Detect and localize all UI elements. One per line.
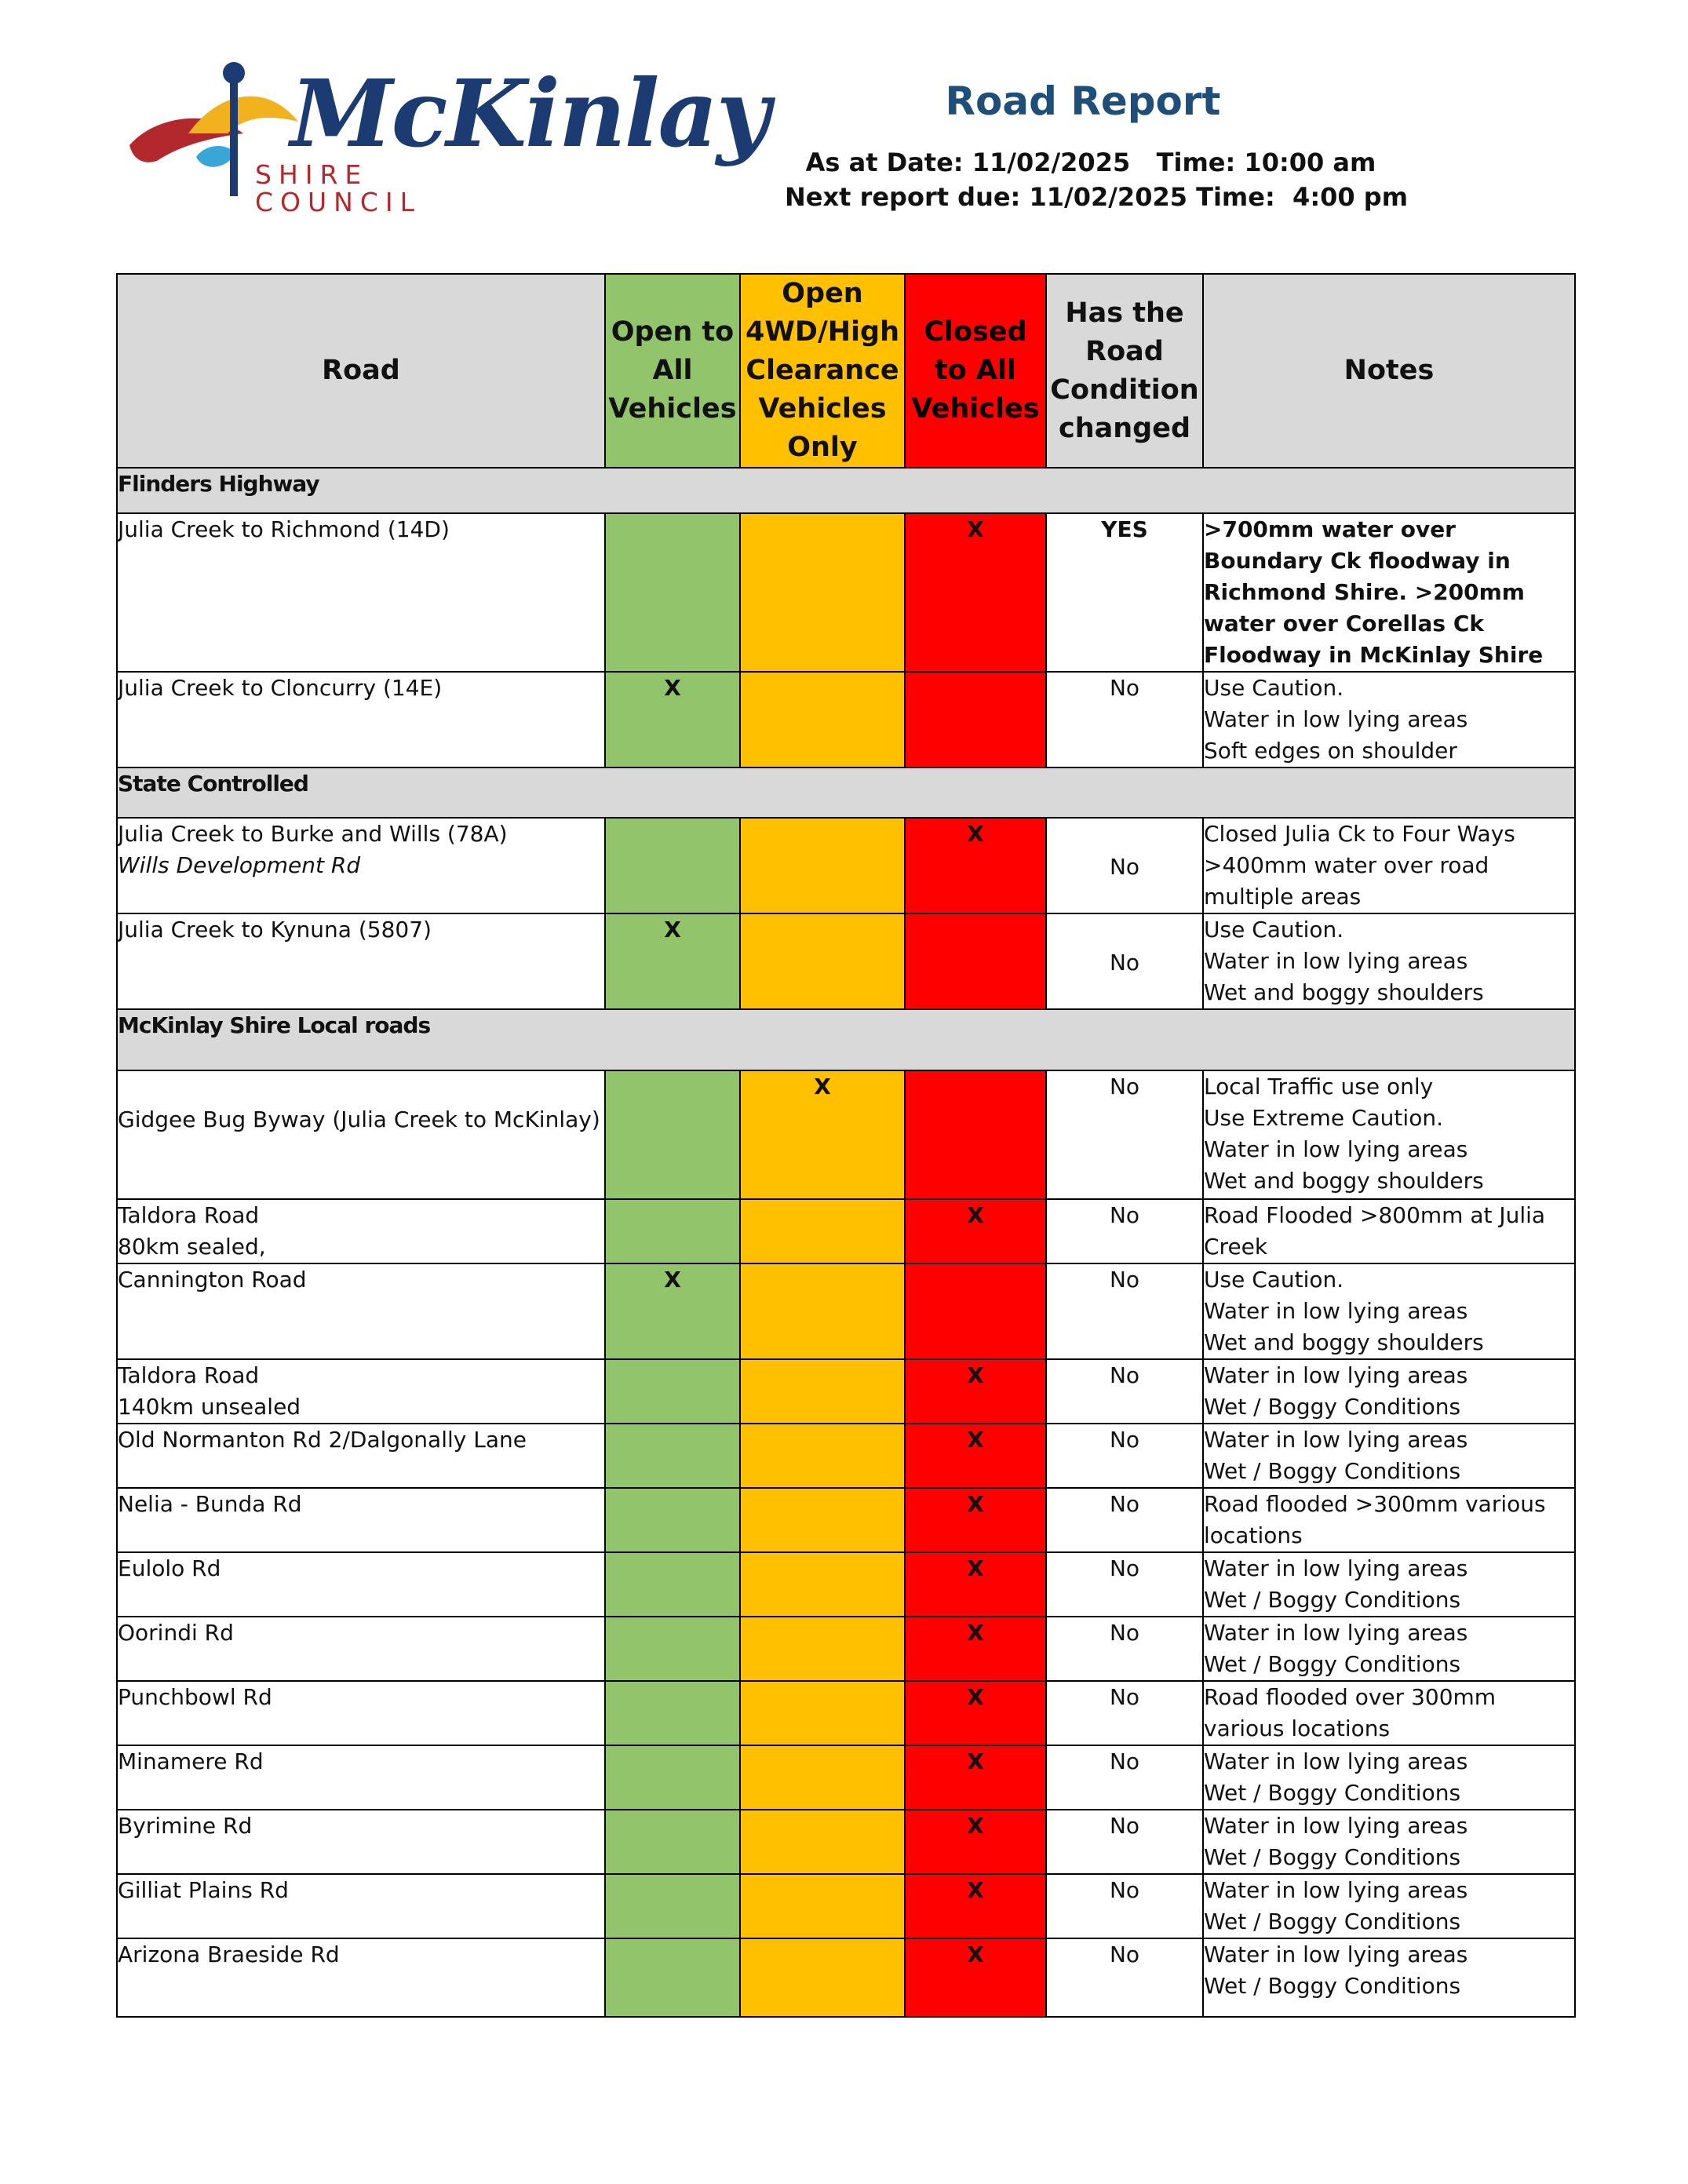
notes-line: Use Caution.: [1204, 917, 1344, 943]
road-name-line: Wills Development Rd: [118, 852, 361, 878]
notes-line: Water in low lying areas: [1204, 1813, 1468, 1839]
road-name-line: Eulolo Rd: [118, 1555, 221, 1581]
closed-cell: [905, 1070, 1046, 1199]
open-all-cell: X: [605, 1263, 740, 1359]
closed-cell: X: [905, 1424, 1046, 1488]
road-name: [117, 1617, 605, 1681]
notes-line: Road Flooded >800mm at Julia Creek: [1204, 1202, 1546, 1260]
condition-changed-cell: No: [1046, 1488, 1203, 1552]
road-name: [117, 1681, 605, 1745]
notes-cell: [1203, 1199, 1575, 1263]
road-name-line: Gidgee Bug Byway (Julia Creek to McKinlay): [118, 1107, 600, 1132]
road-name-line: Julia Creek to Kynuna (5807): [118, 917, 432, 943]
logo-council: COUNCIL: [255, 187, 422, 217]
road-name-line: Old Normanton Rd 2/Dalgonally Lane: [118, 1427, 527, 1453]
condition-changed-cell: No: [1046, 1810, 1203, 1874]
open-4wd-cell: [740, 818, 905, 913]
table-row: [117, 1810, 1575, 1874]
notes-line: Water in low lying areas: [1204, 1136, 1468, 1162]
notes-cell: [1203, 1070, 1575, 1199]
closed-cell: X: [905, 1488, 1046, 1552]
table-row: [117, 1199, 1575, 1263]
table-row: [117, 913, 1575, 1009]
notes-line: Wet / Boggy Conditions: [1204, 1844, 1461, 1870]
table-row: [117, 1681, 1575, 1745]
closed-cell: [905, 672, 1046, 767]
condition-changed-cell: No: [1046, 1424, 1203, 1488]
table-row: [117, 1874, 1575, 1938]
section-row: [117, 468, 1575, 513]
notes-line: Closed Julia Ck to Four Ways: [1204, 821, 1515, 847]
road-name: [117, 1874, 605, 1938]
road-name-line: Taldora Road: [118, 1362, 260, 1388]
section-row: [117, 767, 1575, 818]
open-all-cell: [605, 1810, 740, 1874]
next-report-due: Next report due: 11/02/2025 Time: 4:00 pm: [785, 182, 1409, 212]
condition-changed-cell: YES: [1046, 513, 1203, 672]
notes-line: Water in low lying areas: [1204, 706, 1468, 732]
condition-changed-cell: No: [1046, 913, 1203, 1009]
road-name: [117, 1359, 605, 1424]
condition-changed-cell: No: [1046, 1552, 1203, 1617]
closed-cell: X: [905, 513, 1046, 672]
notes-line: Water in low lying areas: [1204, 948, 1468, 974]
section-title: McKinlay Shire Local roads: [117, 1009, 1575, 1070]
closed-cell: [905, 1263, 1046, 1359]
open-4wd-cell: [740, 1745, 905, 1810]
notes-line: Use Caution.: [1204, 675, 1344, 701]
condition-changed-cell: No: [1046, 1874, 1203, 1938]
table-header-row: [117, 274, 1575, 468]
notes-cell: [1203, 1681, 1575, 1745]
closed-cell: X: [905, 1359, 1046, 1424]
road-name: [117, 1263, 605, 1359]
closed-cell: [905, 913, 1046, 1009]
col-road-header: Road: [117, 274, 605, 468]
open-all-cell: [605, 1552, 740, 1617]
notes-cell: [1203, 513, 1575, 672]
condition-changed-cell: No: [1046, 1359, 1203, 1424]
road-name: [117, 1810, 605, 1874]
col-4wd-header: Open 4WD/High Clearance Vehicles Only: [740, 274, 905, 468]
road-report-table: [116, 273, 1576, 2018]
notes-line: Wet and boggy shoulders: [1204, 1329, 1484, 1355]
open-4wd-cell: [740, 1617, 905, 1681]
open-all-cell: [605, 1745, 740, 1810]
open-all-cell: [605, 1424, 740, 1488]
open-4wd-cell: [740, 513, 905, 672]
condition-changed-cell: No: [1046, 1617, 1203, 1681]
open-all-cell: [605, 818, 740, 913]
road-name: [117, 1070, 605, 1199]
open-4wd-cell: [740, 1263, 905, 1359]
table-row: [117, 1359, 1575, 1424]
council-logo: [126, 59, 769, 217]
open-all-cell: [605, 1488, 740, 1552]
notes-cell: [1203, 1938, 1575, 2017]
road-name: [117, 818, 605, 913]
road-name: [117, 913, 605, 1009]
open-4wd-cell: [740, 1424, 905, 1488]
open-4wd-cell: [740, 672, 905, 767]
notes-line: Water in low lying areas: [1204, 1298, 1468, 1324]
notes-cell: [1203, 1263, 1575, 1359]
table-row: [117, 1552, 1575, 1617]
notes-line: Wet and boggy shoulders: [1204, 979, 1484, 1005]
col-changed-header: Has the Road Condition changed: [1046, 274, 1203, 468]
notes-cell: [1203, 1488, 1575, 1552]
notes-line: Wet and boggy shoulders: [1204, 1168, 1484, 1194]
notes-cell: [1203, 1745, 1575, 1810]
road-name-line: Julia Creek to Burke and Wills (78A): [118, 821, 508, 847]
notes-line: Wet / Boggy Conditions: [1204, 1780, 1461, 1806]
table-row: [117, 1488, 1575, 1552]
notes-cell: [1203, 1810, 1575, 1874]
closed-cell: X: [905, 1199, 1046, 1263]
road-name-line: Gilliat Plains Rd: [118, 1877, 289, 1903]
notes-line: Water in low lying areas: [1204, 1555, 1468, 1581]
notes-line: Local Traffic use only: [1204, 1074, 1434, 1099]
open-4wd-cell: [740, 913, 905, 1009]
open-4wd-cell: [740, 1810, 905, 1874]
condition-changed-cell: No: [1046, 1070, 1203, 1199]
table-row: [117, 1938, 1575, 2017]
road-name-line: Taldora Road: [118, 1202, 260, 1228]
notes-line: Water in low lying areas: [1204, 1748, 1468, 1774]
closed-cell: X: [905, 1874, 1046, 1938]
closed-cell: X: [905, 1745, 1046, 1810]
notes-cell: [1203, 818, 1575, 913]
notes-line: Wet / Boggy Conditions: [1204, 1587, 1461, 1613]
open-all-cell: X: [605, 913, 740, 1009]
open-all-cell: [605, 1938, 740, 2017]
col-closed-header: Closed to All Vehicles: [905, 274, 1046, 468]
table-row: [117, 1070, 1575, 1199]
open-4wd-cell: [740, 1681, 905, 1745]
closed-cell: X: [905, 1938, 1046, 2017]
road-name: [117, 1199, 605, 1263]
condition-changed-cell: No: [1046, 818, 1203, 913]
notes-line: Water in low lying areas: [1204, 1427, 1468, 1453]
notes-line: Wet / Boggy Conditions: [1204, 1458, 1461, 1484]
table-row: [117, 513, 1575, 672]
road-name-line: Arizona Braeside Rd: [118, 1942, 340, 1967]
notes-line: Water in low lying areas: [1204, 1877, 1468, 1903]
open-all-cell: [605, 1874, 740, 1938]
notes-cell: [1203, 1359, 1575, 1424]
condition-changed-cell: No: [1046, 1681, 1203, 1745]
condition-changed-cell: No: [1046, 672, 1203, 767]
road-name: [117, 1938, 605, 2017]
road-name-line: Minamere Rd: [118, 1748, 264, 1774]
section-title: Flinders Highway: [117, 468, 1575, 513]
notes-cell: [1203, 1424, 1575, 1488]
col-open-header: Open to All Vehicles: [605, 274, 740, 468]
open-4wd-cell: [740, 1552, 905, 1617]
notes-cell: [1203, 1552, 1575, 1617]
road-name-line: Byrimine Rd: [118, 1813, 253, 1839]
condition-changed-cell: No: [1046, 1263, 1203, 1359]
notes-line: Wet / Boggy Conditions: [1204, 1909, 1461, 1934]
road-name: [117, 672, 605, 767]
table-row: [117, 672, 1575, 767]
open-4wd-cell: [740, 1938, 905, 2017]
open-4wd-cell: [740, 1199, 905, 1263]
condition-changed-cell: No: [1046, 1199, 1203, 1263]
road-name-line: 80km sealed,: [118, 1234, 266, 1260]
notes-line: multiple areas: [1204, 884, 1362, 910]
notes-line: >400mm water over road: [1204, 852, 1489, 878]
section-title: State Controlled: [117, 767, 1575, 818]
logo-wordmark: McKinlay: [290, 59, 769, 168]
notes-cell: [1203, 913, 1575, 1009]
open-4wd-cell: X: [740, 1070, 905, 1199]
notes-cell: [1203, 1617, 1575, 1681]
open-all-cell: [605, 1617, 740, 1681]
section-row: [117, 1009, 1575, 1070]
road-name: [117, 513, 605, 672]
open-all-cell: [605, 1359, 740, 1424]
notes-line: Wet / Boggy Conditions: [1204, 1973, 1461, 1999]
road-name-line: Punchbowl Rd: [118, 1684, 272, 1710]
notes-cell: [1203, 1874, 1575, 1938]
road-name-line: 140km unsealed: [118, 1394, 301, 1420]
open-all-cell: X: [605, 672, 740, 767]
open-all-cell: [605, 1681, 740, 1745]
open-4wd-cell: [740, 1488, 905, 1552]
notes-line: Road flooded over 300mm various locations: [1204, 1684, 1497, 1741]
road-name: [117, 1424, 605, 1488]
closed-cell: X: [905, 818, 1046, 913]
road-name-line: Cannington Road: [118, 1267, 307, 1293]
notes-line: Wet / Boggy Conditions: [1204, 1651, 1461, 1677]
notes-line: Water in low lying areas: [1204, 1620, 1468, 1646]
table-row: [117, 1424, 1575, 1488]
notes-line: Water in low lying areas: [1204, 1942, 1468, 1967]
open-4wd-cell: [740, 1359, 905, 1424]
col-notes-header: Notes: [1203, 274, 1575, 468]
closed-cell: X: [905, 1552, 1046, 1617]
road-name-line: Nelia - Bunda Rd: [118, 1491, 302, 1517]
condition-changed-cell: No: [1046, 1938, 1203, 2017]
report-date: As at Date: 11/02/2025 Time: 10:00 am: [805, 148, 1376, 177]
table-row: [117, 1617, 1575, 1681]
open-4wd-cell: [740, 1874, 905, 1938]
open-all-cell: [605, 1070, 740, 1199]
road-name-line: Julia Creek to Richmond (14D): [118, 516, 450, 542]
table-row: [117, 818, 1575, 913]
notes-line: Road flooded >300mm various locations: [1204, 1491, 1546, 1548]
table-row: [117, 1263, 1575, 1359]
road-name: [117, 1488, 605, 1552]
notes-line: Use Extreme Caution.: [1204, 1105, 1443, 1131]
report-title: Road Report: [945, 78, 1221, 124]
table-row: [117, 1745, 1575, 1810]
condition-changed-cell: No: [1046, 1745, 1203, 1810]
notes-cell: [1203, 672, 1575, 767]
road-name-line: Julia Creek to Cloncurry (14E): [118, 675, 443, 701]
notes-line: Wet / Boggy Conditions: [1204, 1394, 1461, 1420]
road-name-line: Oorindi Rd: [118, 1620, 234, 1646]
logo-shire: SHIRE: [255, 159, 369, 190]
notes-line: Soft edges on shoulder: [1204, 738, 1457, 764]
notes-line: Water in low lying areas: [1204, 1362, 1468, 1388]
road-name: [117, 1552, 605, 1617]
closed-cell: X: [905, 1617, 1046, 1681]
road-name: [117, 1745, 605, 1810]
open-all-cell: [605, 513, 740, 672]
notes-line: >700mm water over Boundary Ck floodway in Richmond Shire. >200mm water over Corellas Ck Floodway in McKinlay Shire: [1204, 516, 1544, 668]
closed-cell: X: [905, 1810, 1046, 1874]
open-all-cell: [605, 1199, 740, 1263]
notes-line: Use Caution.: [1204, 1267, 1344, 1293]
closed-cell: X: [905, 1681, 1046, 1745]
